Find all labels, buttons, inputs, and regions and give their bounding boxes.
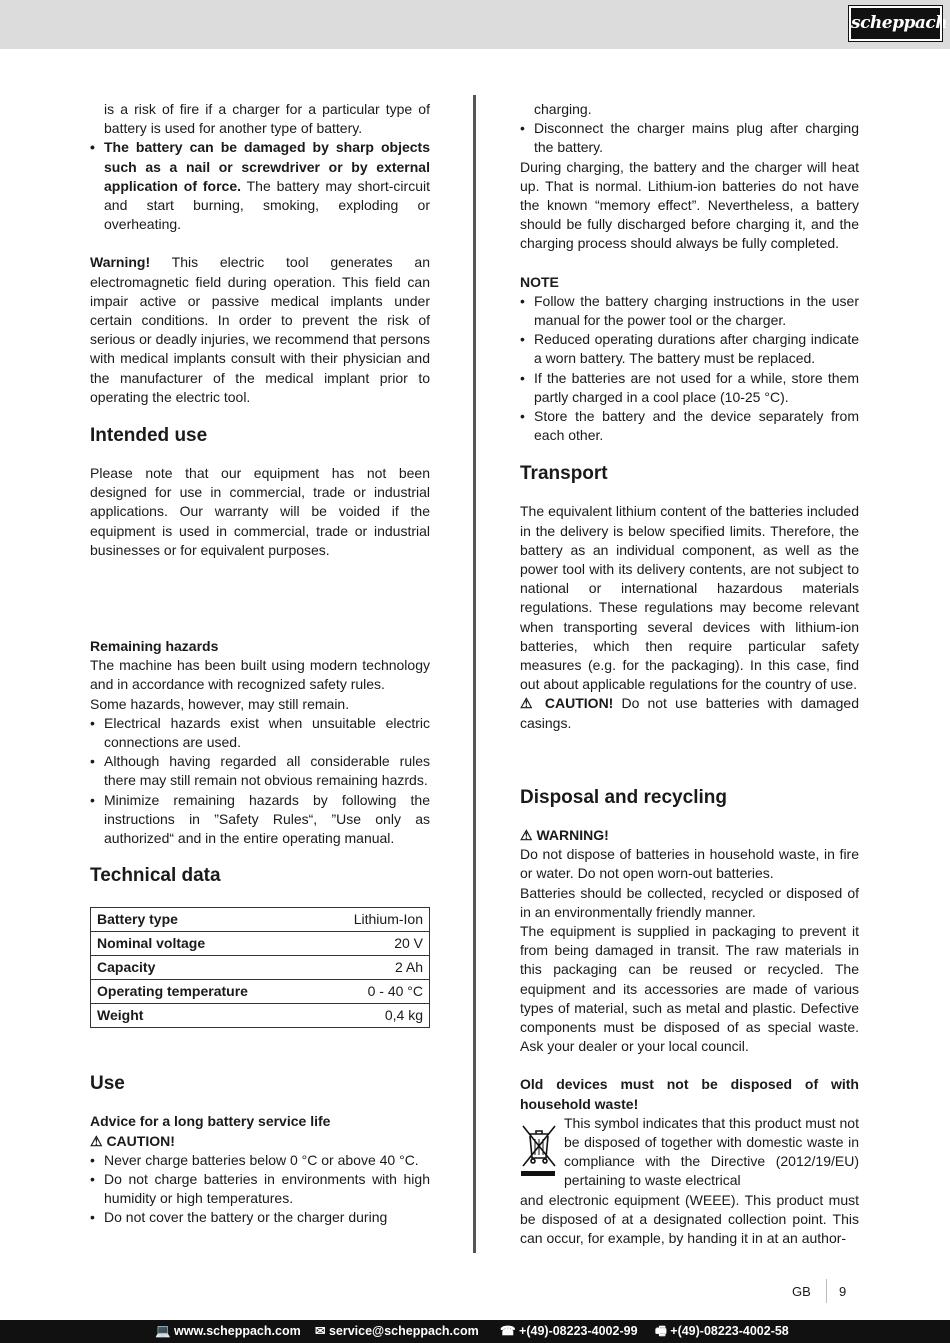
advice-heading: Advice for a long battery service life	[90, 1113, 331, 1130]
list-item	[90, 138, 430, 234]
weee-text-full: and electronic equipment (WEEE). This product must be disposed of at a designated collection point. This can occur, for example, by handing it in at an author-	[520, 1191, 859, 1246]
disposal-paragraph-2: Batteries should be collected, recycled or disposed of in an environmentally friendly manner.	[520, 884, 859, 920]
list-item: • Disconnect the charger mains plug after charging the battery.	[520, 119, 859, 157]
crossed-bin-icon	[520, 1122, 558, 1178]
warning-text: This electric tool generates an electromagnetic field during operation. This field can impair active or passive medical implants under certain conditions. In order to prevent the risk of serious or deadly injuries, we recommend that persons with medical implants consult with their physician and the manufacturer of the medical implant prior to operating the electric tool.	[90, 254, 430, 405]
hazards-paragraph-1: The machine has been built using modern technology and in accordance with recognized safety rules.	[90, 657, 430, 693]
safety-list	[90, 138, 430, 234]
table-value: 0 - 40 °C	[316, 980, 429, 1004]
charging-paragraph: During charging, the battery and the charger will heat up. That is normal. Lithium-ion batteries do not have the known “memory effect”. Nevertheless, a battery should be fully discharged before charging it, and the charging process should always be fully completed.	[520, 158, 859, 252]
page-footer	[792, 1282, 847, 1301]
bullet-rest-text: The battery may short-circuit and start burning, smoking, exploding or overheating.	[104, 177, 430, 233]
table-row	[91, 980, 430, 1004]
list-item: • Do not cover the battery or the charger during	[90, 1208, 430, 1227]
list-item: • Although having regarded all considerable rules there may still remain not obvious remaining hazrds.	[90, 752, 430, 790]
table-value: 2 Ah	[316, 956, 429, 980]
note-heading: NOTE	[520, 273, 559, 290]
transport-text: The equivalent lithium content of the batteries included in the delivery is below specified limits. Therefore, the battery as an individual component, as well as the power tool with its delivery contents, are not subject to national or international hazardous materials regulations. These regulations may become relevant when transporting several devices with lithium-ion batteries, which then require particular safety measures (e.g. for the packaging). In this case, find out about applicable regulations for the country of use.	[520, 503, 859, 693]
table-value: Lithium-Ion	[316, 908, 429, 932]
charging-list	[520, 119, 859, 157]
weee-block	[520, 1114, 859, 1191]
footer-separator	[826, 1279, 827, 1303]
table-row	[91, 932, 430, 956]
list-item: • Minimize remaining hazards by following the instructions in ”Safety Rules“, ”Use only as authorized“ and in the entire operating manual.	[90, 791, 430, 849]
table-key: Capacity	[91, 956, 317, 980]
disposal-paragraph-1: Do not dispose of batteries in household waste, in fire or water. Do not open worn-out batteries.	[520, 846, 859, 882]
page-number: 9	[839, 1284, 847, 1299]
list-item: • Follow the battery charging instructions in the user manual for the power tool or the charger.	[520, 292, 859, 330]
table-key: Weight	[91, 1004, 317, 1028]
list-item: • Store the battery and the device separately from each other.	[520, 407, 859, 445]
intro-continuation: is a risk of fire if a charger for a particular type of battery is used for another type of battery.	[104, 101, 430, 137]
contact-bar	[0, 1320, 950, 1343]
header-bar	[0, 0, 950, 49]
warning-paragraph	[90, 253, 430, 407]
hazards-list	[90, 714, 430, 848]
scheppach-logo: scheppach	[849, 6, 942, 41]
use-list	[90, 1151, 430, 1228]
fax-number: 🖷 +(49)-08223-4002-58	[655, 1324, 789, 1338]
caution-text: Do not use batteries with damaged casings.	[520, 695, 859, 731]
transport-heading: Transport	[520, 463, 608, 485]
left-column	[90, 100, 430, 1228]
table-key: Nominal voltage	[91, 932, 317, 956]
warning-label: Warning!	[90, 254, 151, 271]
intended-use-text: Please note that our equipment has not been designed for use in commercial, trade or industrial applications. Our warranty will be voided if the equipment is used in commercial, trade or industrial businesses or for equivalent purposes.	[90, 465, 430, 558]
intended-use-heading: Intended use	[90, 425, 208, 447]
list-item: • Never charge batteries below 0 °C or above 40 °C.	[90, 1151, 430, 1170]
hazards-paragraph-2: Some hazards, however, may still remain.	[90, 695, 350, 712]
list-item: • Reduced operating durations after charging indicate a worn battery. The battery must be replaced.	[520, 330, 859, 368]
weee-text-indented: This symbol indicates that this product must not be disposed of together with domestic waste in compliance with the Directive (2012/19/EU) pertaining to waste electrical	[564, 1114, 859, 1189]
right-column	[520, 100, 859, 1248]
charging-continuation: charging.	[534, 101, 592, 117]
table-row	[91, 1004, 430, 1028]
transport-caution	[520, 694, 859, 732]
technical-data-heading: Technical data	[90, 865, 221, 887]
old-devices-heading: Old devices must not be disposed of with household waste!	[520, 1076, 859, 1112]
bullet-bold-text: The battery can be damaged by sharp objects such as a nail or screwdriver or by external application of force.	[104, 139, 430, 194]
disposal-paragraph-3: The equipment is supplied in packaging to prevent it from being damaged in transit. The raw materials in this packaging can be reused or recycled. The equipment and its accessories are made of various types of material, such as metal and plastic. Defective components must be disposed of as special waste. Ask your dealer or your local council.	[520, 922, 859, 1055]
table-row	[91, 908, 430, 932]
table-value: 0,4 kg	[316, 1004, 429, 1028]
list-item: • If the batteries are not used for a while, store them partly charged in a cool place (10-25 °C).	[520, 369, 859, 407]
disposal-warning-label: ⚠ WARNING!	[520, 826, 609, 843]
technical-data-table	[90, 907, 430, 1028]
list-item: • Do not charge batteries in environments with high humidity or high temperatures.	[90, 1170, 430, 1208]
use-heading: Use	[90, 1073, 125, 1095]
email-link[interactable]: ✉ service@scheppach.com	[315, 1324, 479, 1338]
remaining-hazards-heading: Remaining hazards	[90, 638, 219, 655]
note-list	[520, 292, 859, 446]
website-link[interactable]: 💻 www.scheppach.com	[155, 1324, 301, 1338]
table-key: Operating temperature	[91, 980, 317, 1004]
disposal-heading: Disposal and recycling	[520, 786, 727, 808]
column-divider	[473, 95, 476, 1253]
language-code: GB	[792, 1284, 811, 1299]
caution-label: ⚠ CAUTION!	[90, 1132, 175, 1149]
table-row	[91, 956, 430, 980]
list-item: • Electrical hazards exist when unsuitable electric connections are used.	[90, 714, 430, 752]
table-key: Battery type	[91, 908, 317, 932]
caution-label: ⚠ CAUTION!	[520, 695, 614, 712]
phone-number: ☎ +(49)-08223-4002-99	[500, 1324, 638, 1338]
table-value: 20 V	[316, 932, 429, 956]
